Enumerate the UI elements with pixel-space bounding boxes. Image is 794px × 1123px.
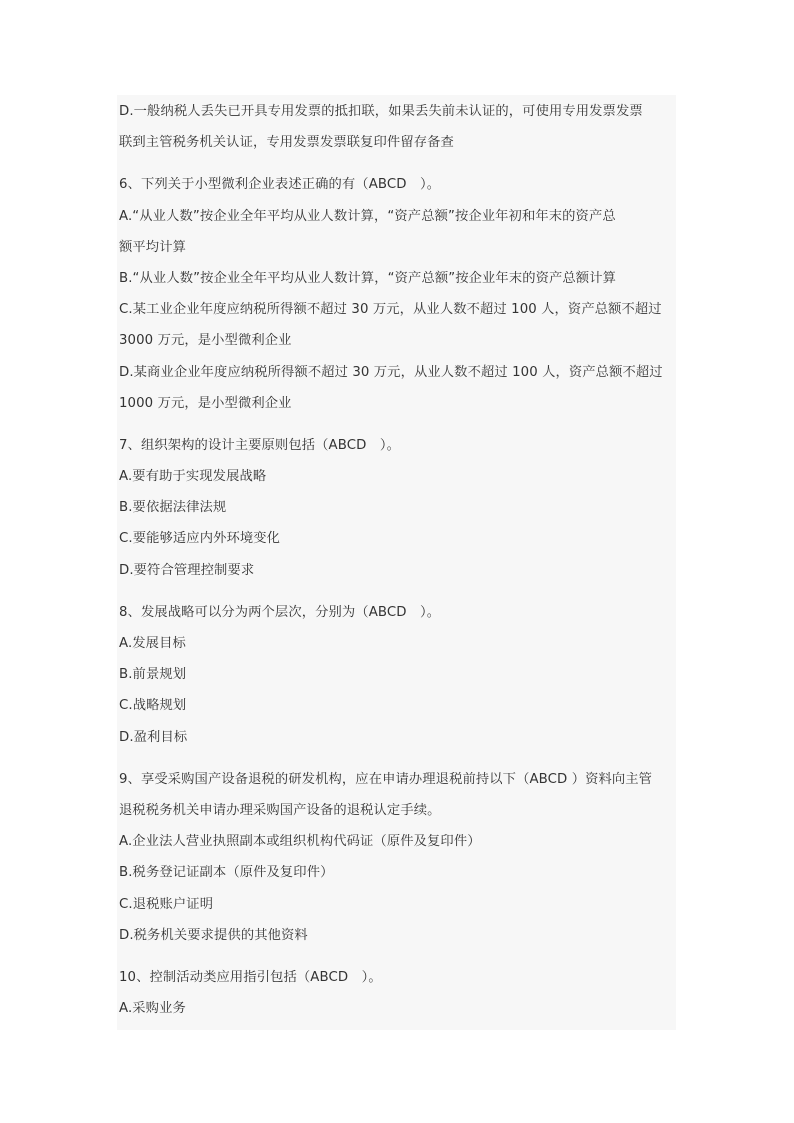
option-line: B.前景规划 — [119, 667, 187, 683]
option-line: 1000 万元，是小型微利企业 — [119, 395, 292, 411]
text-line: D.一般纳税人丢失已开具专用发票的抵扣联，如果丢失前未认证的，可使用专用发票发票 — [119, 104, 643, 119]
option-line: D.某商业企业年度应纳税所得额不超过 30 万元，从业人数不超过 100 人，资产总额不超过 — [119, 364, 663, 380]
question-7 — [119, 430, 675, 586]
spacer — [119, 753, 675, 764]
question-text: 退税税务机关申请办理采购国产设备的退税认定手续。 — [119, 802, 441, 818]
option-line: C.要能够适应内外环境变化 — [119, 531, 281, 547]
option-line: B.“从业人数”按企业全年平均从业人数计算，“资产总额”按企业年末的资产总额计算 — [119, 270, 616, 286]
option-line: A.发展目标 — [119, 636, 186, 651]
question-6 — [119, 169, 675, 419]
option-line: B.税务登记证副本（原件及复印件） — [119, 865, 334, 881]
text-line: 联到主管税务机关认证，专用发票发票联复印件留存备查 — [119, 135, 454, 151]
option-line: A.企业法人营业执照副本或组织机构代码证（原件及复印件） — [119, 834, 481, 850]
question-8 — [119, 597, 675, 753]
spacer — [119, 158, 675, 169]
option-line: C.某工业企业年度应纳税所得额不超过 30 万元，从业人数不超过 100 人，资产总额不超过 — [119, 302, 662, 318]
question-text: 7、组织架构的设计主要原则包括（ABCD ）。 — [119, 437, 400, 453]
question-9 — [119, 764, 675, 951]
option-line: A.采购业务 — [119, 1001, 186, 1017]
option-line: B.要依据法律法规 — [119, 500, 227, 516]
option-line: C.退税账户证明 — [119, 896, 214, 912]
spacer — [119, 951, 675, 962]
question-text: 10、控制活动类应用指引包括（ABCD ）。 — [119, 969, 382, 985]
question-10 — [119, 962, 675, 1024]
option-line: C.战略规划 — [119, 698, 187, 714]
question-text: 6、下列关于小型微利企业表述正确的有（ABCD ）。 — [119, 177, 441, 193]
document-body — [119, 96, 675, 1024]
intro-block — [119, 96, 675, 158]
question-text: 8、发展战略可以分为两个层次，分别为（ABCD ）。 — [119, 604, 441, 620]
option-line: D.要符合管理控制要求 — [119, 562, 255, 578]
option-line: A.要有助于实现发展战略 — [119, 469, 267, 485]
question-text: 9、享受采购国产设备退税的研发机构，应在申请办理退税前持以下（ABCD ）资料向主管 — [119, 771, 653, 787]
spacer — [119, 586, 675, 597]
option-line: 3000 万元，是小型微利企业 — [119, 333, 292, 349]
option-line: D.税务机关要求提供的其他资料 — [119, 927, 308, 943]
option-line: A.“从业人数”按企业全年平均从业人数计算，“资产总额”按企业年初和年末的资产总 — [119, 208, 616, 224]
spacer — [119, 419, 675, 430]
option-line: 额平均计算 — [119, 239, 186, 255]
option-line: D.盈利目标 — [119, 729, 188, 745]
